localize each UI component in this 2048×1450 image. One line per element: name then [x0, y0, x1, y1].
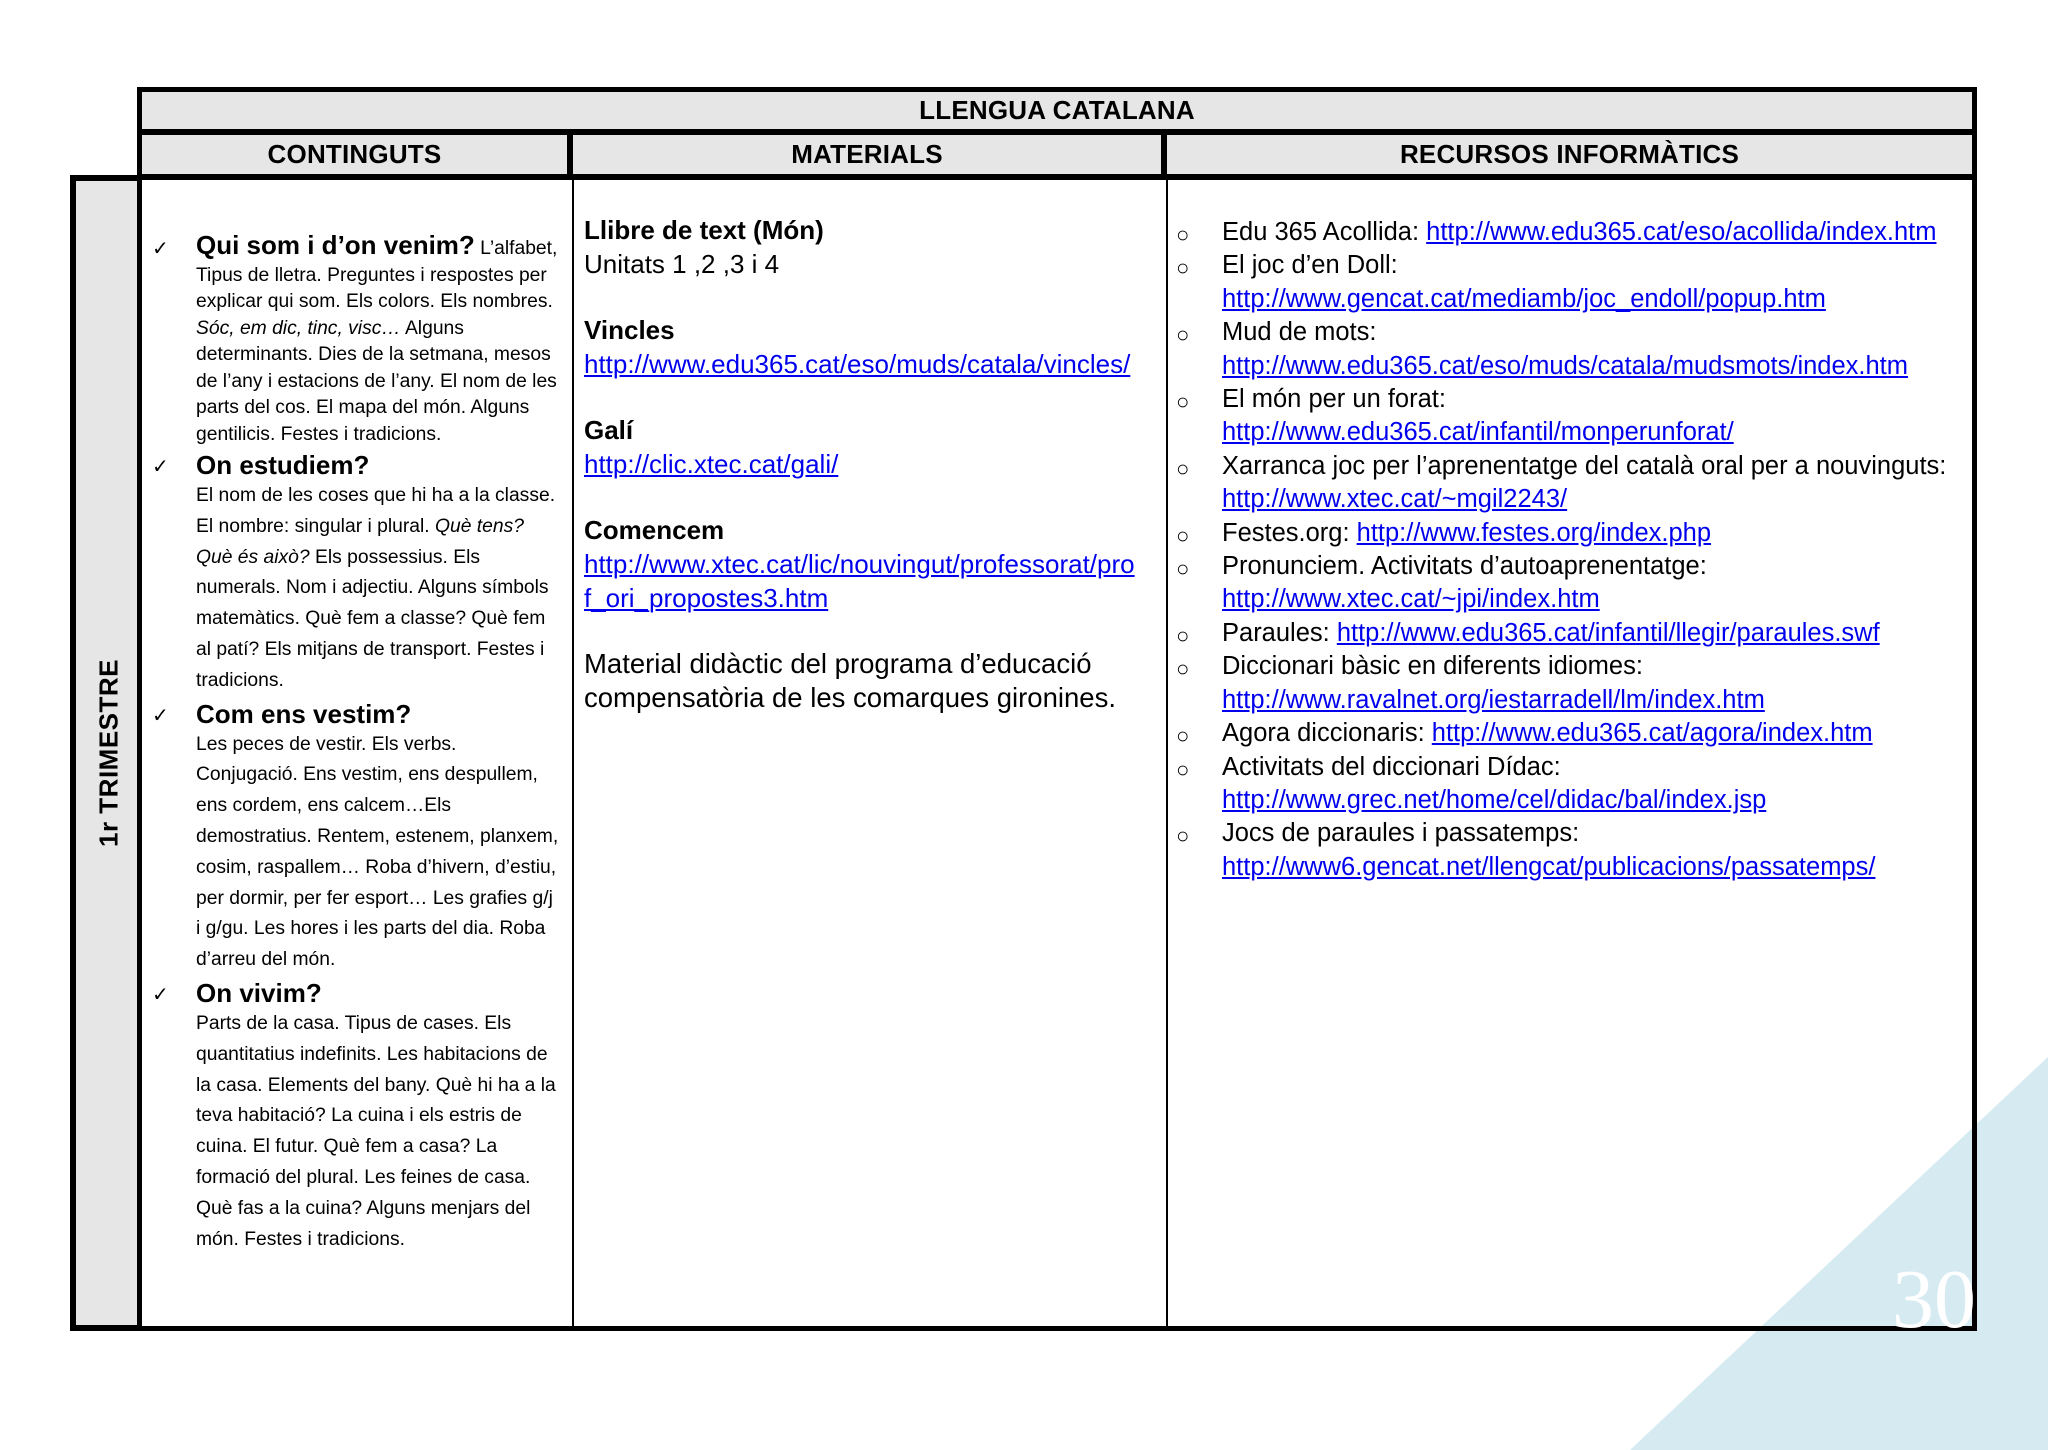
item-title: Com ens vestim?: [196, 698, 412, 729]
bullet-icon: ○: [1176, 823, 1190, 849]
resource-link[interactable]: http://www.festes.org/index.php: [1356, 518, 1712, 547]
checkmark-icon: ✓: [152, 983, 169, 1006]
resource-item: ○ Pronunciem. Activitats d’autoaprenentatge: http://www.xtec.cat/~jpi/index.htm: [1176, 552, 1707, 614]
item-body: El nom de les coses que hi ha a la classe. El nombre: singular i plural. Què tens? Què és això? Els possessius. Els numerals. Nom i adjectiu. Alguns símbols matemàtics. Què fem a classe? Què fem al patí? Els mitjans de transport. Festes i tradicions.: [196, 485, 556, 691]
materials-column: [584, 213, 1154, 715]
page-number: 30: [1892, 1253, 1976, 1346]
bullet-icon: ○: [1176, 255, 1190, 281]
resource-item: ○ Mud de mots: http://www.edu365.cat/eso/muds/catala/mudsmots/index.htm: [1176, 318, 1909, 380]
resource-item: ○ Diccionari bàsic en diferents idiomes: http://www.ravalnet.org/iestarradell/lm/index.htm: [1176, 652, 1765, 714]
resource-item: ○ Festes.org: http://www.festes.org/index.php: [1176, 517, 1966, 550]
materials-block-llibre: Llibre de text (Món) Unitats 1 ,2 ,3 i 4: [584, 215, 824, 279]
resource-item: ○ Activitats del diccionari Dídac: http://www.grec.net/home/cel/didac/bal/index.jsp: [1176, 752, 1767, 814]
materials-block-comencem: Comencem http://www.xtec.cat/lic/nouvingut/professorat/pro f_ori_propostes3.htm: [584, 515, 1135, 613]
comencem-link-cont[interactable]: f_ori_propostes3.htm: [584, 583, 829, 613]
resource-item: ○ Paraules: http://www.edu365.cat/infantil/llegir/paraules.swf: [1176, 617, 1966, 650]
resource-item: ○ Agora diccionaris: http://www.edu365.cat/agora/index.htm: [1176, 717, 1966, 750]
bullet-icon: ○: [1176, 322, 1190, 348]
bullet-icon: ○: [1176, 222, 1190, 247]
bullet-icon: ○: [1176, 556, 1190, 582]
resource-link[interactable]: http://www.edu365.cat/eso/muds/catala/mudsmots/index.htm: [1222, 351, 1909, 380]
resource-link[interactable]: http://www.gencat.cat/mediamb/joc_endoll/popup.htm: [1222, 284, 1826, 313]
bullet-icon: ○: [1176, 656, 1190, 682]
resource-link[interactable]: http://www.edu365.cat/eso/acollida/index.htm: [1426, 218, 1937, 246]
resource-link[interactable]: http://www.edu365.cat/infantil/llegir/paraules.swf: [1336, 618, 1880, 647]
resource-item: ○ Jocs de paraules i passatemps: http://www6.gencat.net/llengcat/publicacions/passatemps/: [1176, 819, 1876, 881]
resource-link[interactable]: http://www.grec.net/home/cel/didac/bal/index.jsp: [1222, 785, 1767, 814]
materials-description: Material didàctic del programa d’educació compensatòria de les comarques gironines.: [584, 648, 1116, 713]
column-header-materials: MATERIALS: [568, 130, 1166, 179]
bullet-icon: ○: [1176, 756, 1190, 782]
bullet-icon: ○: [1176, 455, 1190, 481]
checkmark-icon: ✓: [152, 456, 169, 478]
bullet-icon: ○: [1176, 622, 1190, 648]
column-divider: [1166, 180, 1168, 1326]
resource-item: ○ Edu 365 Acollida: http://www.edu365.cat/eso/acollida/index.htm: [1176, 216, 1966, 249]
resource-link[interactable]: http://www.xtec.cat/~jpi/index.htm: [1222, 585, 1600, 614]
resource-link[interactable]: http://www.xtec.cat/~mgil2243/: [1222, 485, 1568, 514]
bullet-icon: ○: [1176, 522, 1190, 548]
item-body: Les peces de vestir. Els verbs. Conjugació. Ens vestim, ens despullem, ens cordem, ens calcem…Els demostratius. Rentem, estenem, planxem, cosim, raspallem… Roba d’hivern, d’estiu, per dormir, per fer esport… Les grafies g/j i g/gu. Les hores i les parts del dia. Roba d’arreu del món.: [196, 733, 559, 971]
list-item: [152, 978, 560, 1255]
continguts-column: [152, 232, 560, 1257]
row-label: 1r TRIMESTRE: [93, 658, 124, 848]
resource-link[interactable]: http://www.edu365.cat/infantil/monperunforat/: [1222, 418, 1734, 447]
item-title: On vivim?: [196, 977, 322, 1008]
bullet-icon: ○: [1176, 723, 1190, 749]
row-label-cell: [70, 175, 142, 1331]
list-item: [152, 699, 560, 976]
checkmark-icon: ✓: [152, 704, 169, 727]
list-item: [152, 450, 560, 697]
materials-block-gali: Galí http://clic.xtec.cat/gali/: [584, 415, 839, 479]
comencem-link[interactable]: http://www.xtec.cat/lic/nouvingut/professorat/pro: [584, 549, 1135, 579]
column-divider: [572, 180, 574, 1326]
resource-item: ○ El joc d’en Doll: http://www.gencat.cat/mediamb/joc_endoll/popup.htm: [1176, 251, 1826, 313]
gali-link[interactable]: http://clic.xtec.cat/gali/: [584, 449, 839, 479]
item-title: On estudiem?: [196, 450, 370, 480]
list-item: [152, 232, 560, 448]
item-body: Parts de la casa. Tipus de cases. Els quantitatius indefinits. Les habitacions de la casa. Elements del bany. Què hi ha a la teva habitació? La cuina i els estris de cuina. El futur. Què fem a casa? La formació del plural. Les feines de casa. Què fas a la cuina? Alguns menjars del món. Festes i tradicions.: [196, 1012, 556, 1250]
resource-item: ○ Xarranca joc per l’aprenentatge del català oral per a nouvinguts: http://www.xtec.cat/~mgil2243/: [1176, 451, 1947, 514]
vincles-link[interactable]: http://www.edu365.cat/eso/muds/catala/vincles/: [584, 349, 1131, 379]
checkmark-icon: ✓: [152, 238, 169, 260]
resource-item: ○ El món per un forat: http://www.edu365.cat/infantil/monperunforat/: [1176, 385, 1734, 447]
bullet-icon: ○: [1176, 389, 1190, 415]
resource-link[interactable]: http://www6.gencat.net/llengcat/publicacions/passatemps/: [1222, 852, 1876, 881]
recursos-column: [1176, 216, 1966, 884]
resource-link[interactable]: http://www.ravalnet.org/iestarradell/lm/index.htm: [1222, 685, 1765, 714]
column-header-recursos: RECURSOS INFORMÀTICS: [1162, 130, 1977, 179]
materials-block-vincles: Vincles http://www.edu365.cat/eso/muds/catala/vincles/: [584, 315, 1131, 379]
item-body: Qui som i d’on venim? L’alfabet, Tipus de lletra. Preguntes i respostes per explicar qui som. Els colors. Els nombres. Sóc, em dic, tinc, visc… Alguns determinants. Dies de la setmana, mesos de l’any i estacions de l’any. El nom de les parts del cos. El mapa del món. Alguns gentilicis. Festes i tradicions.: [196, 230, 558, 445]
table-title: LLENGUA CATALANA: [137, 87, 1977, 134]
resource-link[interactable]: http://www.edu365.cat/agora/index.htm: [1431, 719, 1873, 748]
column-header-continguts: CONTINGUTS: [137, 130, 572, 179]
